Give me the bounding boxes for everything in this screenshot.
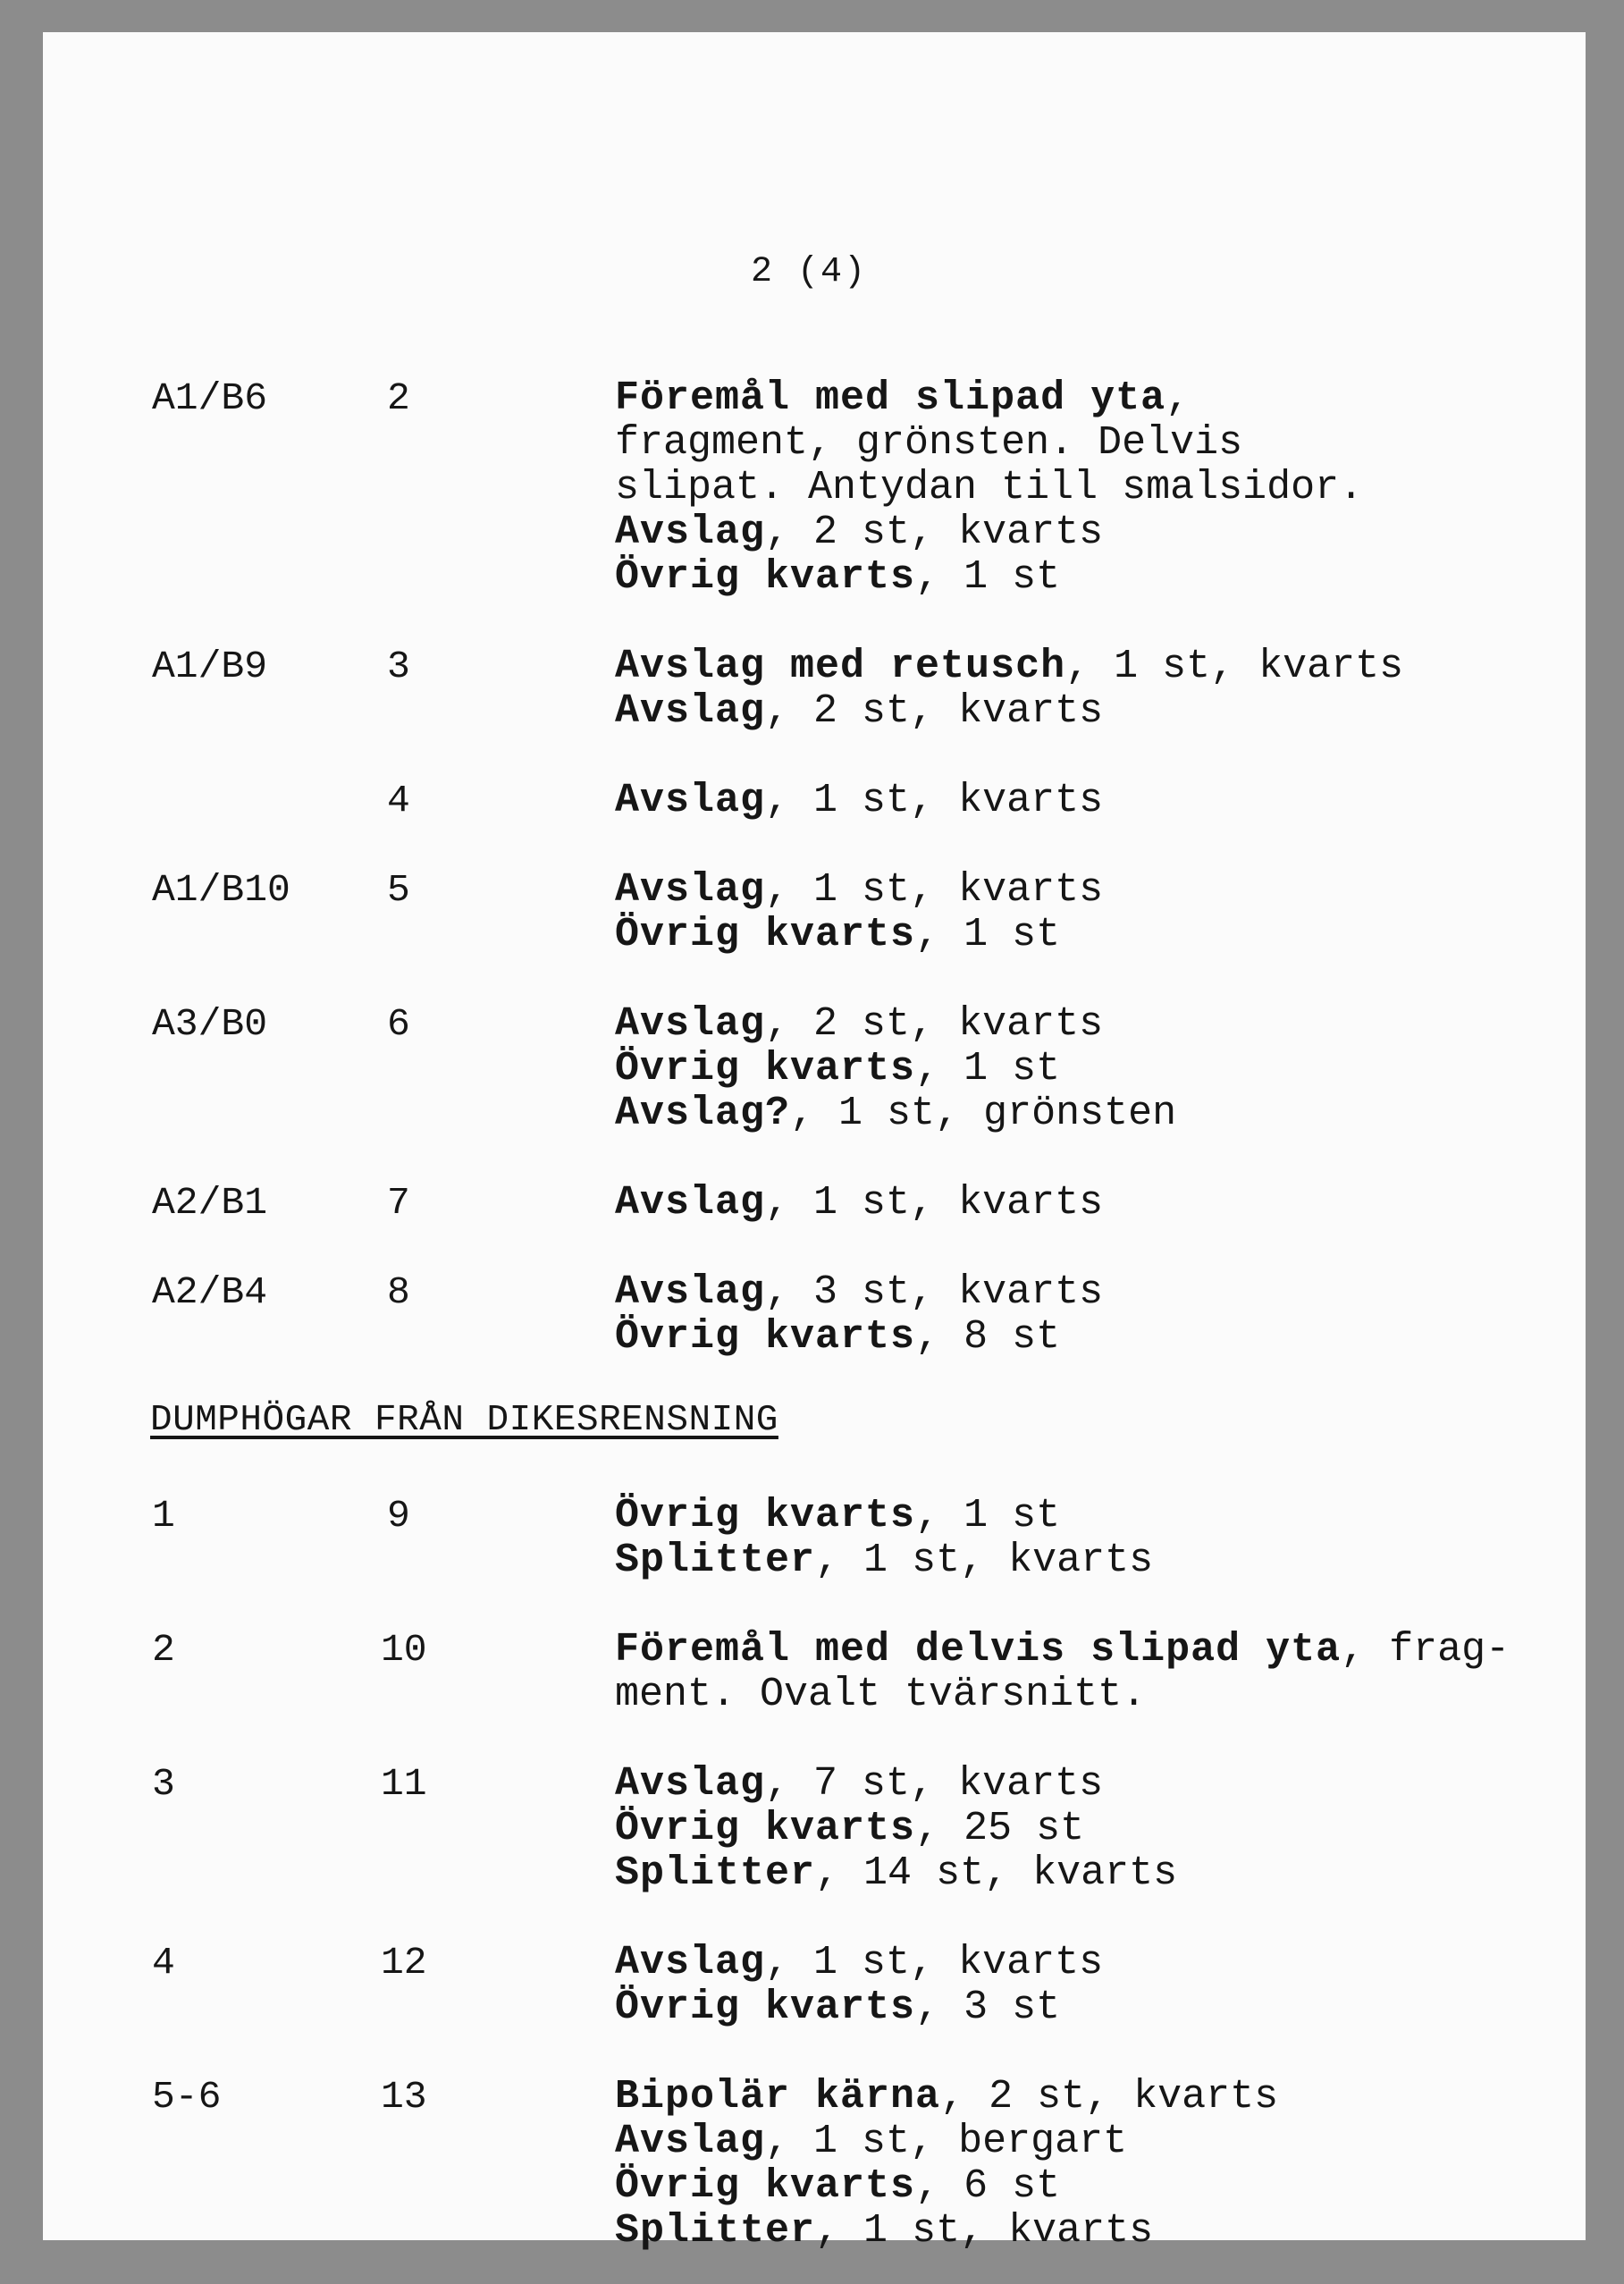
find-category: Avslag	[615, 688, 766, 734]
find-details: , 14 st, kvarts	[815, 1850, 1178, 1896]
find-details: fragment, grönsten. Delvis	[615, 420, 1243, 466]
find-number: 5	[387, 868, 410, 912]
context-code: A1/B9	[152, 645, 268, 688]
description-line	[615, 1628, 1580, 1673]
find-details: , 6 st	[915, 2163, 1061, 2209]
section-heading: DUMPHÖGAR FRÅN DIKESRENSNING	[150, 1400, 778, 1441]
find-details: , 1 st, kvarts	[815, 2208, 1154, 2254]
find-details: , 1 st, grönsten	[790, 1091, 1177, 1136]
find-details: , 1 st, kvarts	[815, 1538, 1154, 1583]
find-category: Övrig kvarts	[615, 1046, 916, 1091]
find-number: 12	[381, 1941, 427, 1985]
find-details: , 1 st	[915, 1493, 1061, 1538]
context-code: 5-6	[152, 2075, 222, 2119]
description-line	[615, 2075, 1580, 2120]
find-details: , 8 st	[915, 1314, 1061, 1360]
find-number: 10	[381, 1628, 427, 1672]
description-line	[615, 1181, 1580, 1226]
find-details: ment. Ovalt tvärsnitt.	[615, 1672, 1147, 1717]
find-details: , 1 st, kvarts	[1065, 644, 1404, 689]
context-code: 2	[152, 1628, 175, 1672]
description-line	[615, 421, 1580, 466]
find-details: , 2 st, kvarts	[765, 1001, 1104, 1047]
description-line	[615, 1807, 1580, 1851]
find-details: , 1 st, kvarts	[765, 1940, 1104, 1985]
description-line	[615, 1315, 1580, 1360]
context-code: A1/B10	[152, 868, 290, 912]
find-category: Avslag	[615, 867, 766, 913]
find-category: Övrig kvarts	[615, 2163, 916, 2209]
find-category: Splitter	[615, 1538, 816, 1583]
description-line	[615, 466, 1580, 510]
context-code: A3/B0	[152, 1002, 268, 1046]
find-category: Bipolär kärna	[615, 2074, 941, 2120]
find-number: 11	[381, 1762, 427, 1806]
context-code: A2/B1	[152, 1181, 268, 1225]
find-description	[615, 1628, 1580, 1717]
context-code: 4	[152, 1941, 175, 1985]
find-category: Avslag med retusch	[615, 644, 1066, 689]
find-list	[43, 32, 1586, 2254]
find-category: Föremål med slipad yta	[615, 375, 1166, 421]
find-description	[615, 2075, 1580, 2254]
find-description	[615, 868, 1580, 957]
find-details: ,	[1165, 375, 1191, 421]
find-number: 2	[387, 376, 410, 420]
find-category: Övrig kvarts	[615, 1493, 916, 1538]
description-line	[615, 555, 1580, 600]
find-number: 4	[387, 779, 410, 822]
find-number: 6	[387, 1002, 410, 1046]
find-details: , 2 st, kvarts	[765, 688, 1104, 734]
find-details: , 1 st, bergart	[765, 2119, 1128, 2164]
find-details: , 3 st	[915, 1985, 1061, 2030]
find-details: , 7 st, kvarts	[765, 1761, 1104, 1807]
description-line	[615, 1673, 1580, 1717]
find-description	[615, 1270, 1580, 1360]
find-description	[615, 1762, 1580, 1896]
description-line	[615, 1851, 1580, 1896]
context-code: A2/B4	[152, 1270, 268, 1314]
description-line	[615, 1270, 1580, 1315]
find-number: 3	[387, 645, 410, 688]
find-category: Föremål med delvis slipad yta	[615, 1627, 1342, 1673]
context-code: A1/B6	[152, 376, 268, 420]
description-line	[615, 1538, 1580, 1583]
description-line	[615, 1985, 1580, 2030]
description-line	[615, 779, 1580, 823]
find-description	[615, 645, 1580, 734]
find-category: Övrig kvarts	[615, 1985, 916, 2030]
find-category: Splitter	[615, 1850, 816, 1896]
find-details: , 1 st, kvarts	[765, 778, 1104, 823]
description-line	[615, 645, 1580, 689]
find-category: Avslag	[615, 1940, 766, 1985]
find-number: 7	[387, 1181, 410, 1225]
document-page	[43, 32, 1586, 2254]
description-line	[615, 510, 1580, 555]
find-details: , 1 st	[915, 912, 1061, 957]
find-details: , 25 st	[915, 1806, 1085, 1851]
description-line	[615, 376, 1580, 421]
find-category: Avslag?	[615, 1091, 791, 1136]
context-code: 3	[152, 1762, 175, 1806]
description-line	[615, 1047, 1580, 1091]
find-category: Övrig kvarts	[615, 554, 916, 600]
find-details: , frag-	[1341, 1627, 1510, 1673]
page-number: 2 (4)	[751, 252, 868, 292]
find-description	[615, 1002, 1580, 1136]
find-description	[615, 1941, 1580, 2030]
find-description	[615, 1181, 1580, 1226]
find-details: slipat. Antydan till smalsidor.	[615, 465, 1364, 510]
description-line	[615, 1002, 1580, 1047]
find-category: Avslag	[615, 2119, 766, 2164]
find-category: Avslag	[615, 1180, 766, 1226]
find-details: , 3 st, kvarts	[765, 1269, 1104, 1315]
description-line	[615, 2164, 1580, 2209]
description-line	[615, 1941, 1580, 1985]
find-details: , 2 st, kvarts	[765, 510, 1104, 555]
find-details: , 2 st, kvarts	[940, 2074, 1279, 2120]
find-description	[615, 779, 1580, 823]
find-details: , 1 st	[915, 554, 1061, 600]
find-category: Övrig kvarts	[615, 1314, 916, 1360]
description-line	[615, 1091, 1580, 1136]
find-category: Övrig kvarts	[615, 1806, 916, 1851]
find-details: , 1 st, kvarts	[765, 1180, 1104, 1226]
find-category: Splitter	[615, 2208, 816, 2254]
description-line	[615, 2209, 1580, 2254]
find-details: , 1 st	[915, 1046, 1061, 1091]
find-description	[615, 376, 1580, 600]
find-category: Avslag	[615, 1001, 766, 1047]
find-details: , 1 st, kvarts	[765, 867, 1104, 913]
description-line	[615, 2120, 1580, 2164]
find-category: Avslag	[615, 778, 766, 823]
description-line	[615, 868, 1580, 913]
find-number: 9	[387, 1494, 410, 1538]
description-line	[615, 913, 1580, 957]
description-line	[615, 689, 1580, 734]
find-number: 13	[381, 2075, 427, 2119]
description-line	[615, 1494, 1580, 1538]
find-category: Avslag	[615, 1761, 766, 1807]
find-category: Övrig kvarts	[615, 912, 916, 957]
find-category: Avslag	[615, 510, 766, 555]
find-category: Avslag	[615, 1269, 766, 1315]
find-description	[615, 1494, 1580, 1583]
find-number: 8	[387, 1270, 410, 1314]
description-line	[615, 1762, 1580, 1807]
context-code: 1	[152, 1494, 175, 1538]
